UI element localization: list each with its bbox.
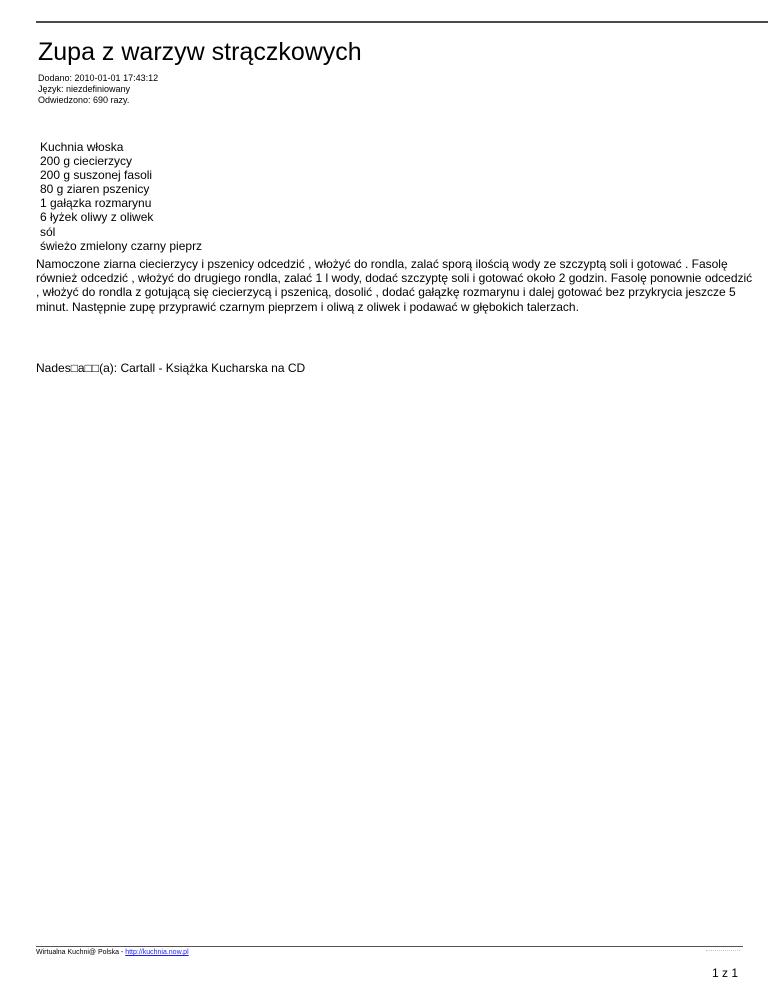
ingredient-line: 1 gałązka rozmarynu: [40, 196, 152, 211]
ingredient-line: 200 g ciecierzycy: [40, 154, 133, 169]
preparation-instructions: Namoczone ziarna ciecierzycy i pszenicy odcedzić , włożyć do rondla, zalać sporą ilością wody ze szczyptą soli i gotować . Fasolę również odcedzić , włożyć do drugiego rondla, zalać 1 l wody, dodać szczyptę soli i gotować około 2 godzin. Fasolę ponownie odcedzić , włożyć do rondla z gotującą się ciecierzycą i pszenicą, dosolić , dodać gałązkę rozmarynu i dalej gotować bez przykrycia jeszcze 5 minut. Następnie zupę przyprawić czarnym pieprzem i oliwą z oliwek i podawać w głębokich talerzach.: [36, 257, 753, 314]
visit-count: Odwiedzono: 690 razy.: [38, 95, 130, 105]
page-title: Zupa z warzyw strączkowych: [38, 38, 362, 66]
added-date: Dodano: 2010-01-01 17:43:12: [38, 73, 159, 83]
ingredient-line: 6 łyżek oliwy z oliwek: [40, 210, 154, 225]
ingredient-line: Kuchnia włoska: [40, 140, 124, 154]
top-divider: [36, 21, 768, 23]
footer-divider: [36, 946, 743, 947]
language-info: Język: niezdefiniowany: [38, 84, 131, 94]
recipe-meta: [38, 73, 158, 106]
ingredient-line: 80 g ziaren pszenicy: [40, 182, 150, 197]
ingredient-line: świeżo zmielony czarny pieprz: [40, 238, 203, 253]
footer-site-link[interactable]: http://kuchnia.now.pl: [125, 949, 189, 956]
submitted-by: Nades□a□□(a): Cartall - Książka Kucharska na CD: [36, 361, 306, 375]
page-number: 1 z 1: [711, 966, 738, 980]
ingredients-list: [40, 140, 202, 253]
footer-site-text: Wirtualna Kuchni@ Polska -: [36, 949, 126, 956]
ingredient-line: sól: [40, 224, 56, 239]
ingredient-line: 200 g suszonej fasoli: [40, 168, 153, 183]
footer: [36, 948, 189, 957]
footer-faint-mark: [706, 950, 740, 951]
